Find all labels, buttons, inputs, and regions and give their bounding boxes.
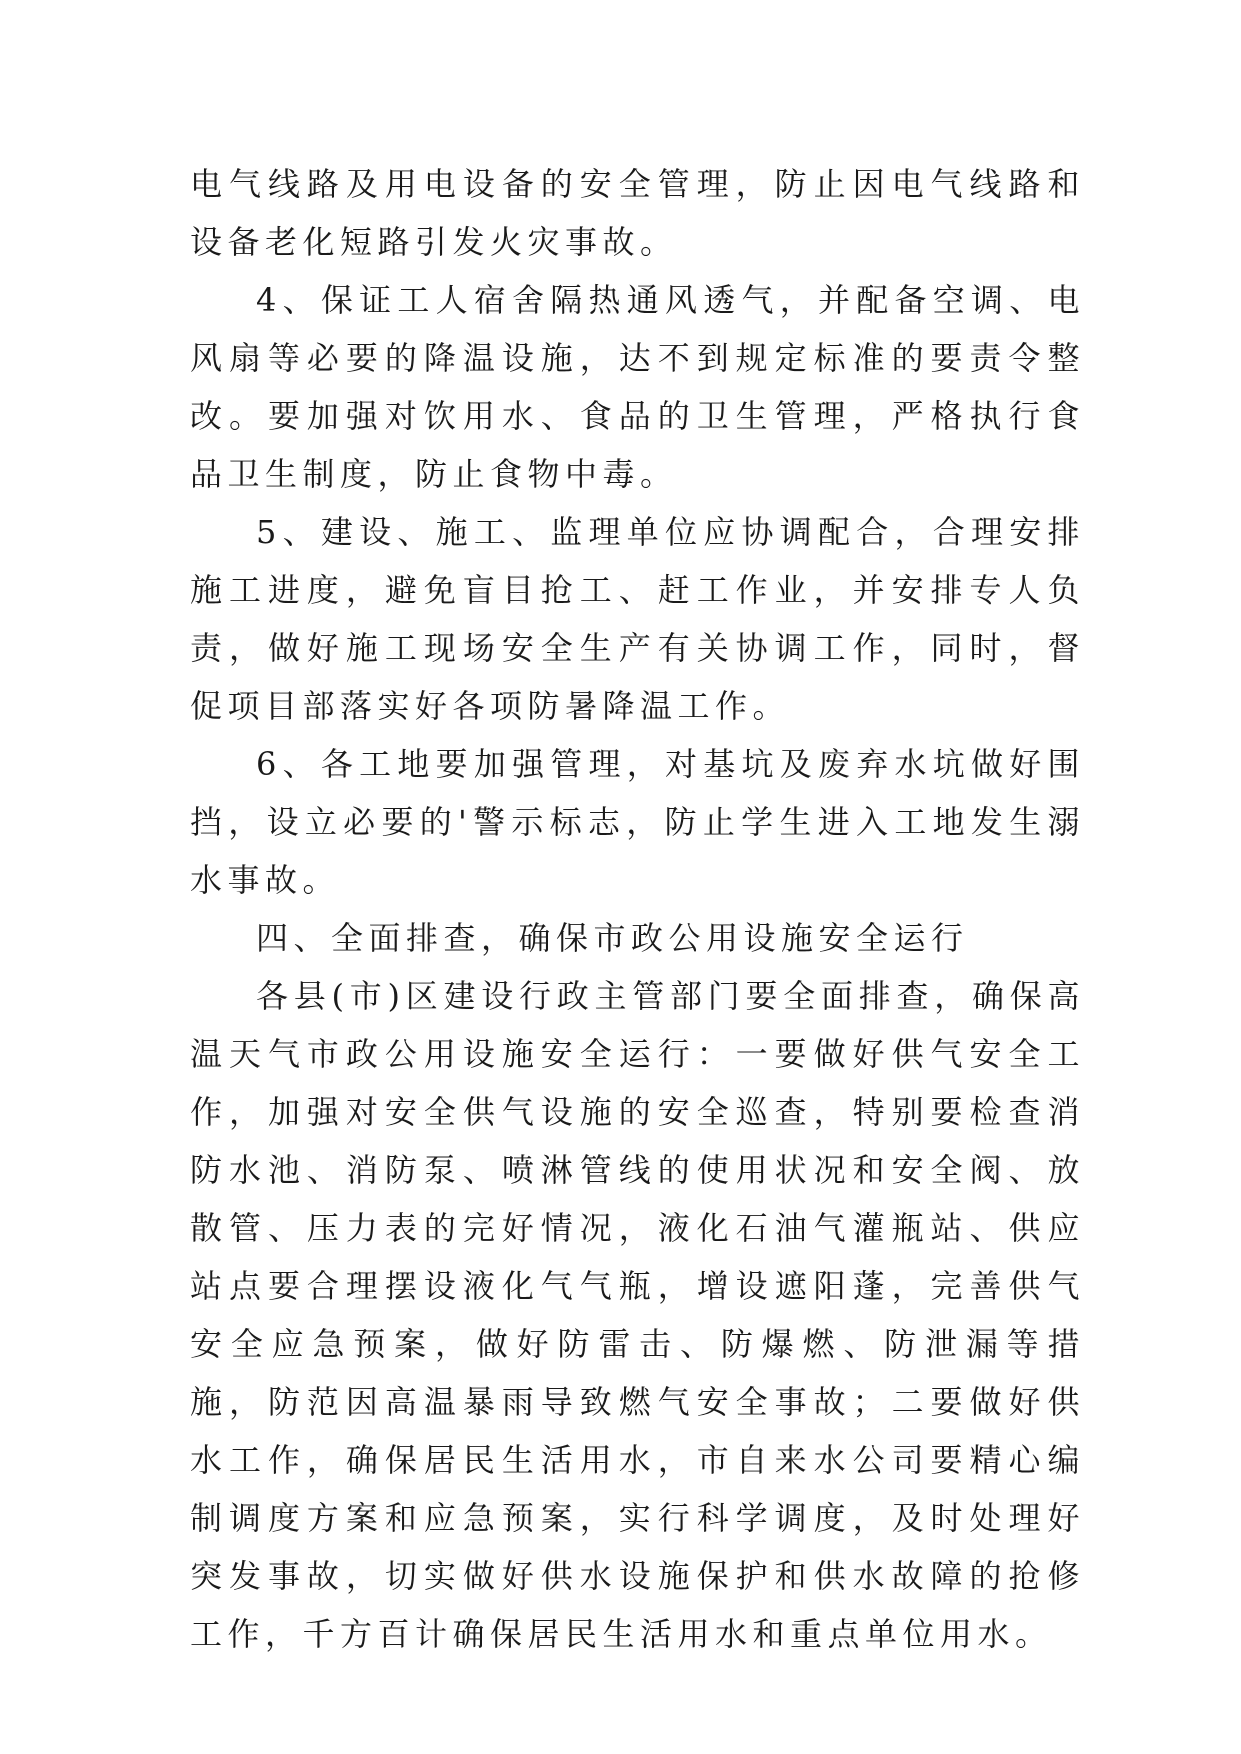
paragraph-3: 5、建设、施工、监理单位应协调配合，合理安排施工进度，避免盲目抢工、赶工作业，并安排专人负责，做好施工现场安全生产有关协调工作，同时，督促项目部落实好各项防暑降温工作。 <box>190 513 1085 725</box>
document-body <box>190 155 1085 1663</box>
paragraph-5: 各县(市)区建设行政主管部门要全面排查，确保高温天气市政公用设施安全运行：一要做好供气安全工作，加强对安全供气设施的安全巡查，特别要检查消防水池、消防泵、喷淋管线的使用状况和安全阀、放散管、压力表的完好情况，液化石油气灌瓶站、供应站点要合理摆设液化气气瓶，增设遮阳蓬，完善供气安全应急预案，做好防雷击、防爆燃、防泄漏等措施，防范因高温暴雨导致燃气安全事故；二要做好供水工作，确保居民生活用水，市自来水公司要精心编制调度方案和应急预案，实行科学调度，及时处理好突发事故，切实做好供水设施保护和供水故障的抢修工作，千方百计确保居民生活用水和重点单位用水。 <box>190 977 1085 1653</box>
paragraph-2: 4、保证工人宿舍隔热通风透气，并配备空调、电风扇等必要的降温设施，达不到规定标准的要责令整改。要加强对饮用水、食品的卫生管理，严格执行食品卫生制度，防止食物中毒。 <box>190 281 1085 493</box>
section-heading: 四、全面排查，确保市政公用设施安全运行 <box>256 919 969 957</box>
paragraph-1: 电气线路及用电设备的安全管理，防止因电气线路和设备老化短路引发火灾事故。 <box>190 165 1085 261</box>
paragraph-4: 6、各工地要加强管理，对基坑及废弃水坑做好围挡，设立必要的'警示标志，防止学生进入工地发生溺水事故。 <box>190 745 1085 899</box>
